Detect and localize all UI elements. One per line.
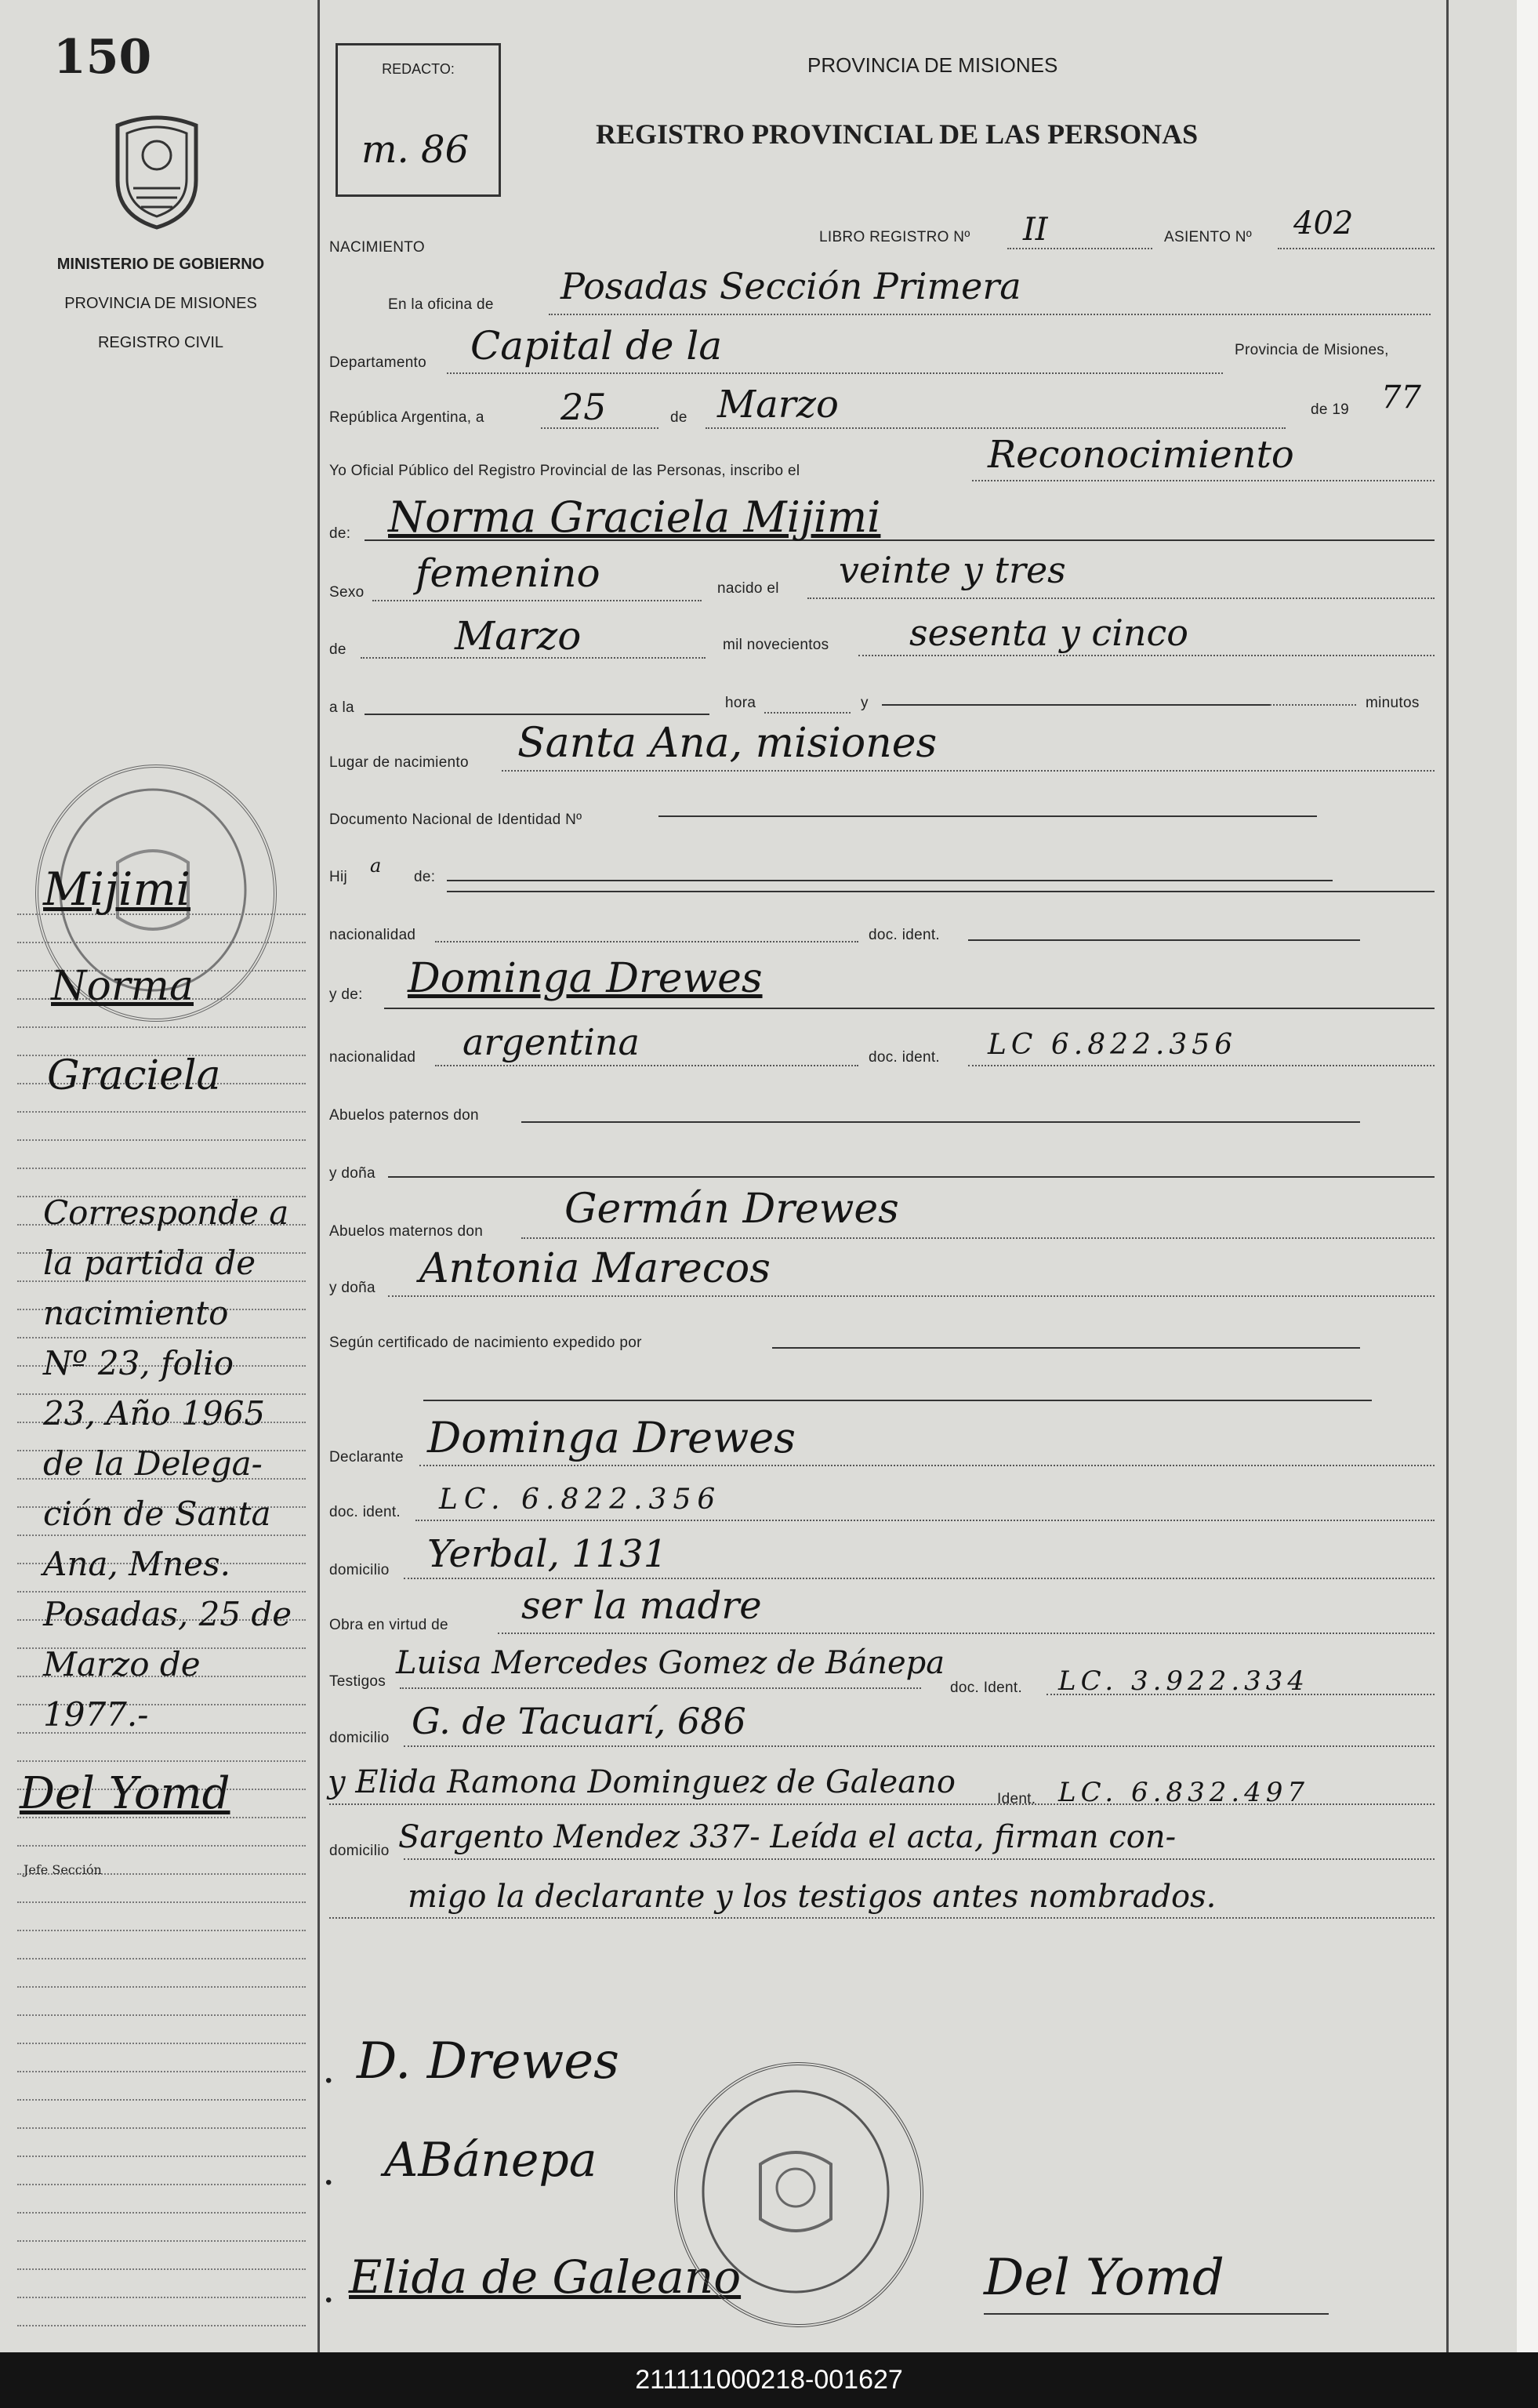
margin-note-line: Nº 23, folio xyxy=(43,1344,234,1382)
testigo1-value: Luisa Mercedes Gomez de Bánepa xyxy=(396,1645,945,1681)
abuelos-maternos-label: Abuelos maternos don xyxy=(329,1223,484,1240)
hij-suffix: a xyxy=(370,855,382,877)
yo-oficial-label: Yo Oficial Público del Registro Provincial de las Personas, inscribo el xyxy=(329,463,800,479)
page-edge xyxy=(1517,0,1538,2352)
declarante-signature: D. Drewes xyxy=(357,2032,619,2090)
departamento-value: Capital de la xyxy=(470,323,723,369)
abuela-materna-label: y doña xyxy=(329,1280,375,1296)
declarante-doc-label: doc. ident. xyxy=(329,1504,401,1520)
mes-value: Marzo xyxy=(717,383,839,427)
anio-value: 77 xyxy=(1381,380,1421,416)
madre-line xyxy=(384,1008,1435,1009)
nacido-label: nacido el xyxy=(717,580,779,597)
obra-value: ser la madre xyxy=(521,1584,762,1628)
testigo2-doc-label: Ident. xyxy=(997,1791,1036,1807)
margin-rule xyxy=(17,1168,306,1169)
lugar-line xyxy=(502,770,1435,772)
acto-line xyxy=(972,480,1435,481)
testigos-label: Testigos xyxy=(329,1673,386,1690)
padre-line2 xyxy=(447,891,1435,892)
margin-rule xyxy=(17,2156,306,2157)
margin-note-line: ción de Santa xyxy=(43,1495,271,1533)
madre-nacionalidad-value: argentina xyxy=(462,1021,640,1063)
nacionalidad-padre-label: nacionalidad xyxy=(329,927,416,943)
margin-rule xyxy=(17,2240,306,2242)
lugar-value: Santa Ana, misiones xyxy=(517,720,938,767)
lugar-label: Lugar de nacimiento xyxy=(329,754,469,771)
declarante-domicilio-value: Yerbal, 1131 xyxy=(427,1532,668,1576)
abuelo-materno-value: Germán Drewes xyxy=(564,1186,899,1233)
documento-line xyxy=(658,815,1317,817)
abuelos-paternos-label: Abuelos paternos don xyxy=(329,1107,479,1124)
madre-doc-value: LC 6.822.356 xyxy=(988,1029,1238,1061)
testigo1-domicilio-label: domicilio xyxy=(329,1730,390,1746)
right-border xyxy=(1446,0,1449,2352)
departamento-label: Departamento xyxy=(329,354,427,371)
oficial-signature: Del Yomd xyxy=(984,2249,1224,2307)
persona-value: Norma Graciela Mijimi xyxy=(388,492,881,542)
declarante-domicilio-label: domicilio xyxy=(329,1562,390,1578)
doc-padre-label: doc. ident. xyxy=(869,927,940,943)
libro-line xyxy=(1007,248,1152,249)
margin-note-line: Posadas, 25 de xyxy=(43,1595,292,1633)
abuela-materna-value: Antonia Marecos xyxy=(419,1245,771,1292)
testigo1-domicilio-line xyxy=(404,1745,1435,1747)
margin-signature: Del Yomd xyxy=(20,1768,230,1819)
margin-surname: Mijimi xyxy=(43,863,191,916)
declarante-value: Dominga Drewes xyxy=(427,1413,796,1462)
margin-rule xyxy=(17,1760,306,1762)
nacionalidad-padre-line xyxy=(435,941,858,942)
declarante-domicilio-line xyxy=(404,1578,1435,1579)
margin-divider xyxy=(317,0,320,2352)
margin-rule xyxy=(17,2014,306,2016)
doc-madre-label: doc. ident. xyxy=(869,1049,940,1066)
mil-novecientos-label: mil novecientos xyxy=(723,637,829,653)
margin-given1: Norma xyxy=(51,963,194,1010)
testigo1-line xyxy=(400,1687,921,1689)
declarante-line xyxy=(419,1465,1435,1466)
margin-note-line: de la Delega- xyxy=(43,1444,263,1483)
coat-of-arms-icon xyxy=(110,110,204,235)
doc-madre-line xyxy=(968,1065,1435,1066)
abuela-materna-line xyxy=(388,1295,1435,1297)
testigo2-value: y Elida Ramona Dominguez de Galeano xyxy=(328,1764,956,1800)
testigo2-domicilio-value: Sargento Mendez 337- Leída el acta, firman con- xyxy=(398,1819,1177,1855)
abuela-paterna-label: y doña xyxy=(329,1165,375,1182)
sig-mark-2: • xyxy=(325,2172,332,2193)
oficina-line xyxy=(549,314,1431,315)
declarante-doc-value: LC. 6.822.356 xyxy=(439,1484,722,1516)
segun-label: Según certificado de nacimiento expedido por xyxy=(329,1335,642,1351)
padre-line xyxy=(447,880,1333,881)
asiento-line xyxy=(1278,248,1435,249)
margin-note-line: nacimiento xyxy=(43,1294,229,1332)
margin-given2: Graciela xyxy=(47,1052,221,1099)
acto-value: Reconocimiento xyxy=(988,433,1294,477)
dia-value: 25 xyxy=(560,386,607,428)
margin-rule xyxy=(17,1901,306,1903)
margin-rule xyxy=(17,1139,306,1141)
header-title: REGISTRO PROVINCIAL DE LAS PERSONAS xyxy=(596,118,1199,150)
obra-label: Obra en virtud de xyxy=(329,1617,448,1633)
testigo1-signature: ABánepa xyxy=(384,2133,597,2188)
margin-note-line: Ana, Mnes. xyxy=(43,1545,230,1583)
de-label: de xyxy=(670,409,687,426)
departamento-line xyxy=(447,372,1223,374)
margin-note-line: Marzo de 1977.- xyxy=(43,1645,201,1734)
margin-rule xyxy=(17,2212,306,2214)
ministry-office: REGISTRO CIVIL xyxy=(97,334,224,351)
margin-stamp-text: Jefe Sección xyxy=(24,1862,102,1877)
margin-rule xyxy=(17,1986,306,1988)
asiento-label: ASIENTO Nº xyxy=(1164,229,1252,245)
obra-line xyxy=(498,1633,1435,1634)
segun-line2 xyxy=(423,1400,1372,1401)
nacido-mes-value: Marzo xyxy=(455,613,582,659)
margin-rule xyxy=(17,2325,306,2326)
sig-mark-1: • xyxy=(325,2070,332,2091)
margin-note xyxy=(43,1188,310,1740)
minutos-line xyxy=(882,704,1270,706)
madre-value: Dominga Drewes xyxy=(408,955,763,1002)
asiento-value: 402 xyxy=(1293,205,1354,242)
oficial-sign-line xyxy=(984,2313,1329,2315)
cierre-line xyxy=(329,1917,1435,1919)
margin-note-line: Corresponde a xyxy=(43,1193,289,1232)
testigo2-doc-value: LC. 6.832.497 xyxy=(1058,1777,1310,1808)
margin-rule xyxy=(17,1026,306,1028)
testigo1-doc-value: LC. 3.922.334 xyxy=(1058,1665,1310,1697)
a-la-label: a la xyxy=(329,699,354,716)
anio-label: de 19 xyxy=(1311,401,1350,418)
testigo2-domicilio-label: domicilio xyxy=(329,1843,390,1859)
nacido-anio-value: sesenta y cinco xyxy=(909,612,1188,654)
redacto-label: REDACTO: xyxy=(382,61,455,77)
nacionalidad-madre-line xyxy=(435,1065,858,1066)
hora-label: hora xyxy=(725,695,756,711)
margin-rule xyxy=(17,2043,306,2044)
margin-rule xyxy=(17,1930,306,1931)
segun-line xyxy=(772,1347,1360,1349)
footer-id: 211111000218-001627 xyxy=(0,2352,1538,2408)
margin-rule xyxy=(17,2184,306,2185)
ministry-province: PROVINCIA DE MISIONES xyxy=(64,295,257,312)
official-stamp xyxy=(674,2062,923,2327)
madre-label: y de: xyxy=(329,986,363,1003)
nacionalidad-madre-label: nacionalidad xyxy=(329,1049,416,1066)
nacido-dia-value: veinte y tres xyxy=(839,549,1066,591)
cierre-value: migo la declarante y los testigos antes nombrados. xyxy=(408,1879,1217,1915)
testigo1-doc-label: doc. Ident. xyxy=(950,1680,1023,1696)
y-label: y xyxy=(861,695,869,711)
doc-padre-line xyxy=(968,939,1360,941)
oficina-label: En la oficina de xyxy=(388,296,494,313)
republica-label: República Argentina, a xyxy=(329,409,484,426)
margin-note-line: la partida de xyxy=(43,1244,256,1282)
documento-label: Documento Nacional de Identidad Nº xyxy=(329,812,582,828)
sexo-line xyxy=(372,600,702,601)
margin-rule xyxy=(17,1958,306,1959)
margin-rule xyxy=(17,2071,306,2072)
nacimiento-label: NACIMIENTO xyxy=(329,239,425,256)
margin-rule xyxy=(17,1111,306,1113)
sexo-label: Sexo xyxy=(329,584,365,601)
libro-label: LIBRO REGISTRO Nº xyxy=(819,229,970,245)
margin-rule xyxy=(17,2099,306,2101)
minutos-dots xyxy=(1270,704,1356,706)
header-province: PROVINCIA DE MISIONES xyxy=(807,53,1058,77)
page-number: 150 xyxy=(53,30,152,85)
margin-rule xyxy=(17,2127,306,2129)
testigo2-domicilio-line xyxy=(404,1858,1435,1860)
hij-label: Hij xyxy=(329,869,348,885)
minutos-label: minutos xyxy=(1366,695,1420,711)
mes-line xyxy=(706,427,1286,429)
testigo1-domicilio-value: G. de Tacuarí, 686 xyxy=(412,1700,746,1742)
sig-mark-3: • xyxy=(325,2290,332,2311)
redacto-box xyxy=(336,43,501,197)
hora-line xyxy=(365,714,709,715)
nacido-line xyxy=(807,597,1435,599)
declarante-doc-line xyxy=(415,1520,1435,1521)
margin-rule xyxy=(17,1845,306,1847)
abuelo-materno-line xyxy=(521,1237,1435,1239)
oficina-value: Posadas Sección Primera xyxy=(560,265,1021,307)
abuelo-paterno-line xyxy=(521,1121,1360,1123)
hij-de-label: de: xyxy=(414,869,436,885)
testigo2-signature: Elida de Galeano xyxy=(349,2250,742,2304)
redacto-value: m. 86 xyxy=(361,128,470,172)
provincia-label: Provincia de Misiones, xyxy=(1235,342,1389,358)
sexo-value: femenino xyxy=(415,550,600,596)
anio-nac-line xyxy=(858,655,1435,656)
margin-rule xyxy=(17,942,306,943)
ministry-name: MINISTERIO DE GOBIERNO xyxy=(56,256,265,273)
abuela-paterna-line xyxy=(388,1176,1435,1178)
margin-rule xyxy=(17,2268,306,2270)
margin-note-line: 23, Año 1965 xyxy=(43,1394,266,1433)
persona-label: de: xyxy=(329,525,351,542)
libro-value: II xyxy=(1023,212,1048,248)
margin-rule xyxy=(17,2297,306,2298)
declarante-label: Declarante xyxy=(329,1449,404,1466)
hora2-line xyxy=(764,712,851,714)
mes-nac-label: de xyxy=(329,641,346,658)
